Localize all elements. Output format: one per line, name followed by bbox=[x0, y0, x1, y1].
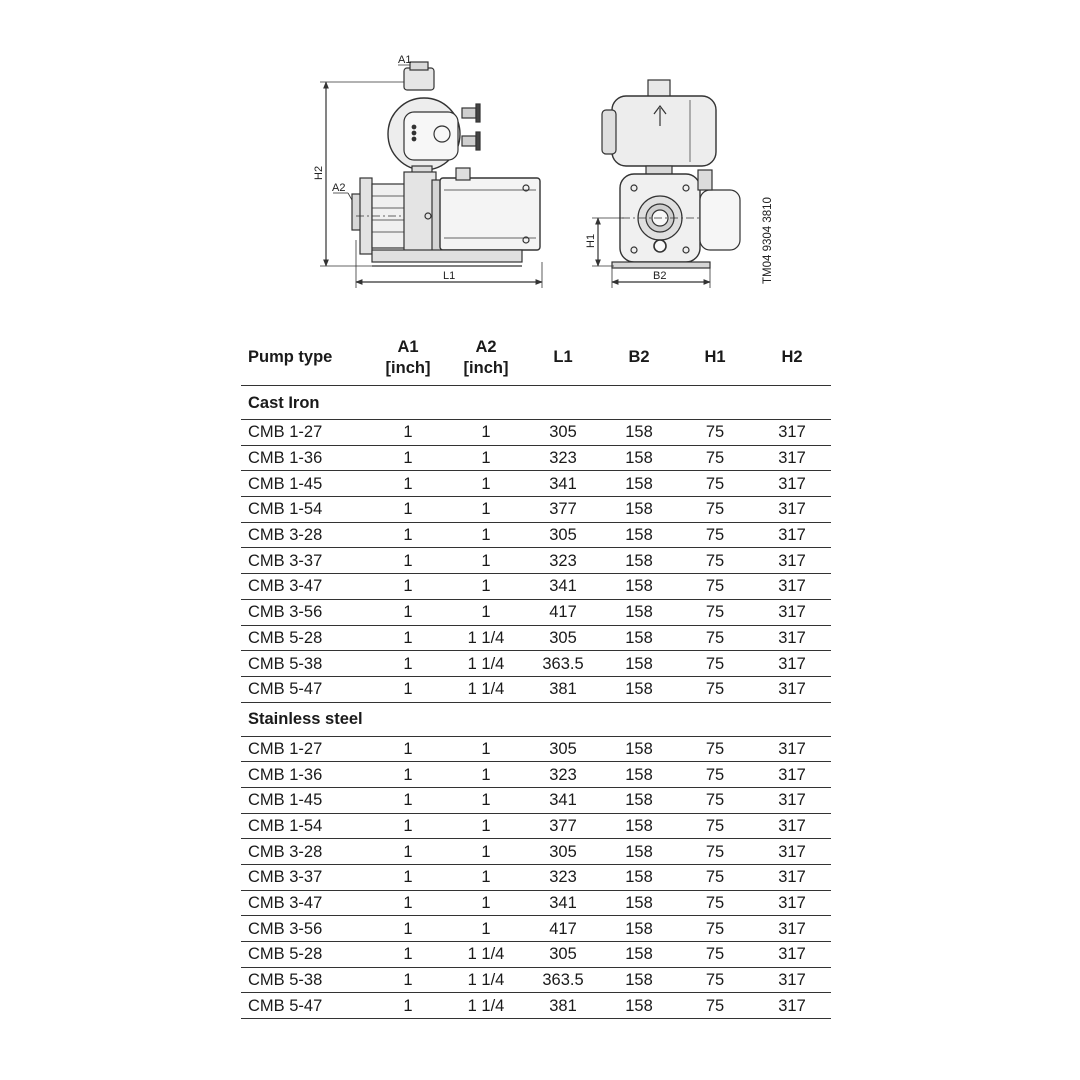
a1-cell: 1 bbox=[369, 736, 447, 762]
table-row bbox=[241, 967, 831, 993]
a1-cell: 1 bbox=[369, 676, 447, 702]
h2-cell: 317 bbox=[753, 471, 831, 497]
b2-cell: 158 bbox=[601, 420, 677, 446]
l1-cell: 417 bbox=[525, 916, 601, 942]
b2-cell: 158 bbox=[601, 865, 677, 891]
h2-cell: 317 bbox=[753, 676, 831, 702]
h1-cell: 75 bbox=[677, 676, 753, 702]
label-b2: B2 bbox=[653, 270, 667, 282]
table-row bbox=[241, 839, 831, 865]
l1-cell: 305 bbox=[525, 625, 601, 651]
b2-cell: 158 bbox=[601, 651, 677, 677]
a2-cell: 1 bbox=[447, 420, 525, 446]
l1-cell: 305 bbox=[525, 522, 601, 548]
pump-type-cell: CMB 1-36 bbox=[241, 445, 369, 471]
h2-cell: 317 bbox=[753, 445, 831, 471]
table-row bbox=[241, 548, 831, 574]
table-row bbox=[241, 420, 831, 446]
h1-cell: 75 bbox=[677, 420, 753, 446]
h2-cell: 317 bbox=[753, 522, 831, 548]
b2-cell: 158 bbox=[601, 942, 677, 968]
pump-type-cell: CMB 3-47 bbox=[241, 890, 369, 916]
pump-type-cell: CMB 3-37 bbox=[241, 548, 369, 574]
b2-cell: 158 bbox=[601, 813, 677, 839]
a2-cell: 1 bbox=[447, 445, 525, 471]
h1-cell: 75 bbox=[677, 651, 753, 677]
table-row bbox=[241, 787, 831, 813]
h2-cell: 317 bbox=[753, 890, 831, 916]
pump-dimension-drawing bbox=[0, 0, 1080, 320]
h2-cell: 317 bbox=[753, 736, 831, 762]
h2-cell: 317 bbox=[753, 865, 831, 891]
l1-cell: 381 bbox=[525, 676, 601, 702]
h1-cell: 75 bbox=[677, 787, 753, 813]
a1-cell: 1 bbox=[369, 865, 447, 891]
a2-cell: 1 bbox=[447, 599, 525, 625]
table-header-row bbox=[241, 330, 831, 386]
l1-cell: 323 bbox=[525, 865, 601, 891]
table-row bbox=[241, 736, 831, 762]
group-title: Cast Iron bbox=[241, 386, 831, 420]
table-row bbox=[241, 890, 831, 916]
pump-type-cell: CMB 5-47 bbox=[241, 676, 369, 702]
pump-front-view bbox=[592, 80, 740, 288]
a2-cell: 1 bbox=[447, 787, 525, 813]
a1-cell: 1 bbox=[369, 548, 447, 574]
a1-cell: 1 bbox=[369, 890, 447, 916]
label-a1: A1 bbox=[398, 54, 412, 66]
table-row bbox=[241, 599, 831, 625]
b2-cell: 158 bbox=[601, 890, 677, 916]
pump-type-cell: CMB 5-38 bbox=[241, 967, 369, 993]
h1-cell: 75 bbox=[677, 762, 753, 788]
h2-cell: 317 bbox=[753, 813, 831, 839]
drawing-code: TM04 9304 3810 bbox=[762, 197, 774, 284]
h1-cell: 75 bbox=[677, 865, 753, 891]
label-h1: H1 bbox=[585, 233, 597, 248]
header-a1-name: A1 bbox=[397, 337, 419, 356]
h2-cell: 317 bbox=[753, 787, 831, 813]
header-h2: H2 bbox=[753, 330, 831, 386]
h2-cell: 317 bbox=[753, 574, 831, 600]
pump-type-cell: CMB 1-36 bbox=[241, 762, 369, 788]
table-row bbox=[241, 942, 831, 968]
l1-cell: 305 bbox=[525, 736, 601, 762]
table-row bbox=[241, 813, 831, 839]
pump-side-view bbox=[320, 62, 542, 288]
h2-cell: 317 bbox=[753, 942, 831, 968]
h1-cell: 75 bbox=[677, 839, 753, 865]
a2-cell: 1 1/4 bbox=[447, 651, 525, 677]
a2-cell: 1 bbox=[447, 548, 525, 574]
b2-cell: 158 bbox=[601, 676, 677, 702]
table-row bbox=[241, 651, 831, 677]
a1-cell: 1 bbox=[369, 993, 447, 1019]
table-row bbox=[241, 471, 831, 497]
table-row bbox=[241, 993, 831, 1019]
a1-cell: 1 bbox=[369, 762, 447, 788]
table-row bbox=[241, 522, 831, 548]
l1-cell: 323 bbox=[525, 548, 601, 574]
pump-type-cell: CMB 3-28 bbox=[241, 522, 369, 548]
l1-cell: 363.5 bbox=[525, 651, 601, 677]
label-a2: A2 bbox=[332, 182, 346, 194]
b2-cell: 158 bbox=[601, 736, 677, 762]
b2-cell: 158 bbox=[601, 548, 677, 574]
l1-cell: 305 bbox=[525, 839, 601, 865]
h1-cell: 75 bbox=[677, 497, 753, 523]
b2-cell: 158 bbox=[601, 762, 677, 788]
table-row bbox=[241, 625, 831, 651]
h1-cell: 75 bbox=[677, 574, 753, 600]
a1-cell: 1 bbox=[369, 420, 447, 446]
pump-type-cell: CMB 3-56 bbox=[241, 599, 369, 625]
h1-cell: 75 bbox=[677, 993, 753, 1019]
table-row bbox=[241, 445, 831, 471]
h1-cell: 75 bbox=[677, 445, 753, 471]
h2-cell: 317 bbox=[753, 420, 831, 446]
b2-cell: 158 bbox=[601, 445, 677, 471]
h2-cell: 317 bbox=[753, 625, 831, 651]
a2-cell: 1 1/4 bbox=[447, 993, 525, 1019]
group-title: Stainless steel bbox=[241, 702, 831, 736]
h2-cell: 317 bbox=[753, 916, 831, 942]
h2-cell: 317 bbox=[753, 548, 831, 574]
h1-cell: 75 bbox=[677, 522, 753, 548]
h1-cell: 75 bbox=[677, 736, 753, 762]
h2-cell: 317 bbox=[753, 497, 831, 523]
a2-cell: 1 bbox=[447, 736, 525, 762]
pump-type-cell: CMB 3-47 bbox=[241, 574, 369, 600]
b2-cell: 158 bbox=[601, 839, 677, 865]
a2-cell: 1 bbox=[447, 574, 525, 600]
a1-cell: 1 bbox=[369, 471, 447, 497]
l1-cell: 417 bbox=[525, 599, 601, 625]
pump-dimensions-table bbox=[241, 330, 831, 1019]
l1-cell: 381 bbox=[525, 993, 601, 1019]
h2-cell: 317 bbox=[753, 993, 831, 1019]
pump-type-cell: CMB 3-37 bbox=[241, 865, 369, 891]
l1-cell: 341 bbox=[525, 787, 601, 813]
b2-cell: 158 bbox=[601, 599, 677, 625]
pump-type-cell: CMB 1-27 bbox=[241, 736, 369, 762]
h1-cell: 75 bbox=[677, 599, 753, 625]
a1-cell: 1 bbox=[369, 787, 447, 813]
header-pump-type: Pump type bbox=[241, 330, 369, 386]
pump-type-cell: CMB 5-28 bbox=[241, 625, 369, 651]
b2-cell: 158 bbox=[601, 967, 677, 993]
h1-cell: 75 bbox=[677, 813, 753, 839]
a2-cell: 1 bbox=[447, 839, 525, 865]
l1-cell: 341 bbox=[525, 471, 601, 497]
h1-cell: 75 bbox=[677, 625, 753, 651]
h1-cell: 75 bbox=[677, 967, 753, 993]
a2-cell: 1 1/4 bbox=[447, 625, 525, 651]
h1-cell: 75 bbox=[677, 916, 753, 942]
h1-cell: 75 bbox=[677, 471, 753, 497]
table-row bbox=[241, 574, 831, 600]
header-a2-name: A2 bbox=[475, 337, 497, 356]
b2-cell: 158 bbox=[601, 787, 677, 813]
b2-cell: 158 bbox=[601, 993, 677, 1019]
h2-cell: 317 bbox=[753, 762, 831, 788]
b2-cell: 158 bbox=[601, 625, 677, 651]
b2-cell: 158 bbox=[601, 471, 677, 497]
h1-cell: 75 bbox=[677, 548, 753, 574]
a2-cell: 1 1/4 bbox=[447, 676, 525, 702]
l1-cell: 305 bbox=[525, 420, 601, 446]
a1-cell: 1 bbox=[369, 497, 447, 523]
pump-type-cell: CMB 5-38 bbox=[241, 651, 369, 677]
header-h1: H1 bbox=[677, 330, 753, 386]
header-b2: B2 bbox=[601, 330, 677, 386]
pump-type-cell: CMB 3-28 bbox=[241, 839, 369, 865]
h2-cell: 317 bbox=[753, 599, 831, 625]
a1-cell: 1 bbox=[369, 839, 447, 865]
pump-type-cell: CMB 1-27 bbox=[241, 420, 369, 446]
h2-cell: 317 bbox=[753, 839, 831, 865]
pump-type-cell: CMB 5-28 bbox=[241, 942, 369, 968]
header-a1-unit: [inch] bbox=[385, 358, 431, 377]
b2-cell: 158 bbox=[601, 497, 677, 523]
pump-type-cell: CMB 1-45 bbox=[241, 471, 369, 497]
a1-cell: 1 bbox=[369, 813, 447, 839]
a2-cell: 1 bbox=[447, 890, 525, 916]
label-l1: L1 bbox=[443, 270, 456, 282]
group-row bbox=[241, 702, 831, 736]
a1-cell: 1 bbox=[369, 599, 447, 625]
l1-cell: 363.5 bbox=[525, 967, 601, 993]
l1-cell: 323 bbox=[525, 762, 601, 788]
a2-cell: 1 1/4 bbox=[447, 942, 525, 968]
a1-cell: 1 bbox=[369, 967, 447, 993]
a2-cell: 1 1/4 bbox=[447, 967, 525, 993]
a2-cell: 1 bbox=[447, 471, 525, 497]
a1-cell: 1 bbox=[369, 916, 447, 942]
a1-cell: 1 bbox=[369, 445, 447, 471]
a1-cell: 1 bbox=[369, 522, 447, 548]
b2-cell: 158 bbox=[601, 916, 677, 942]
table-row bbox=[241, 916, 831, 942]
b2-cell: 158 bbox=[601, 522, 677, 548]
l1-cell: 305 bbox=[525, 942, 601, 968]
header-a1 bbox=[369, 330, 447, 386]
header-a2 bbox=[447, 330, 525, 386]
a2-cell: 1 bbox=[447, 522, 525, 548]
header-a2-unit: [inch] bbox=[463, 358, 509, 377]
group-row bbox=[241, 386, 831, 420]
a1-cell: 1 bbox=[369, 651, 447, 677]
table-row bbox=[241, 865, 831, 891]
table-row bbox=[241, 497, 831, 523]
a1-cell: 1 bbox=[369, 574, 447, 600]
l1-cell: 341 bbox=[525, 574, 601, 600]
table-row bbox=[241, 676, 831, 702]
pump-type-cell: CMB 3-56 bbox=[241, 916, 369, 942]
a2-cell: 1 bbox=[447, 813, 525, 839]
h2-cell: 317 bbox=[753, 967, 831, 993]
table-body bbox=[241, 386, 831, 1019]
pump-type-cell: CMB 1-54 bbox=[241, 813, 369, 839]
a1-cell: 1 bbox=[369, 625, 447, 651]
pump-type-cell: CMB 1-54 bbox=[241, 497, 369, 523]
h1-cell: 75 bbox=[677, 890, 753, 916]
a1-cell: 1 bbox=[369, 942, 447, 968]
a2-cell: 1 bbox=[447, 497, 525, 523]
a2-cell: 1 bbox=[447, 762, 525, 788]
label-h2: H2 bbox=[313, 165, 325, 180]
l1-cell: 377 bbox=[525, 813, 601, 839]
l1-cell: 323 bbox=[525, 445, 601, 471]
pump-type-cell: CMB 5-47 bbox=[241, 993, 369, 1019]
l1-cell: 377 bbox=[525, 497, 601, 523]
b2-cell: 158 bbox=[601, 574, 677, 600]
a2-cell: 1 bbox=[447, 916, 525, 942]
header-l1: L1 bbox=[525, 330, 601, 386]
l1-cell: 341 bbox=[525, 890, 601, 916]
h2-cell: 317 bbox=[753, 651, 831, 677]
a2-cell: 1 bbox=[447, 865, 525, 891]
table-row bbox=[241, 762, 831, 788]
h1-cell: 75 bbox=[677, 942, 753, 968]
pump-type-cell: CMB 1-45 bbox=[241, 787, 369, 813]
